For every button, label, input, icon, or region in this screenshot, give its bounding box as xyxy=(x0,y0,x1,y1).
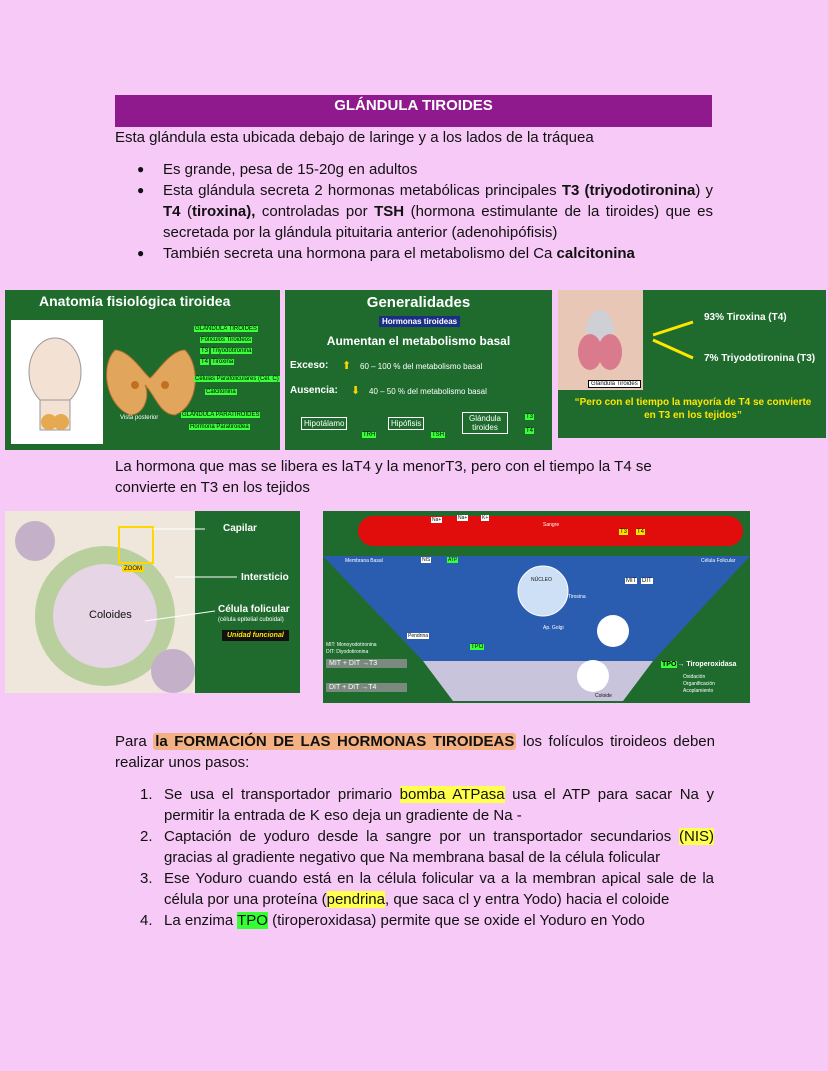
label: Glándula Tiroides xyxy=(588,380,641,388)
label: Hormona Paratiroidea xyxy=(190,424,249,430)
value: 60 – 100 % del metabolismo basal xyxy=(360,362,483,371)
label: MIT: Monoyodotironina xyxy=(326,642,377,648)
label: T4 xyxy=(201,359,209,365)
label: DIT: Diyodotironina xyxy=(326,649,369,655)
steps-list xyxy=(140,784,714,931)
label: Pendrina xyxy=(408,633,429,639)
label: TSH xyxy=(432,432,444,438)
tpo-functions: Oxidación Organificación Acoplamiento xyxy=(683,674,715,694)
list-item: ● Esta glándula secreta 2 hormonas metabólicas principales T3 (triyodotironina) y T4 (tiroxina), controladas por TSH (hormona estimulante de la tiroides) que es secretada por la glándula pituitaria anterior (adenohipófisis) xyxy=(135,180,713,243)
tpo-legend: TPO→ Tiroperoxidasa xyxy=(662,661,737,668)
t4-percent: 93% Tiroxina (T4) xyxy=(704,312,787,323)
follicle-image xyxy=(5,511,300,693)
label: MIT xyxy=(626,578,637,584)
label: Ap. Golgi xyxy=(543,625,564,631)
label: Intersticio xyxy=(241,572,289,583)
label: Exceso: xyxy=(290,360,329,371)
badge: Hormonas tiroideas xyxy=(379,316,460,327)
bullet-list xyxy=(135,159,713,264)
label: Célula Folicular xyxy=(701,558,736,564)
label: DIT xyxy=(642,578,652,584)
list-item: ● También secreta una hormona para el metabolismo del Ca calcitonina xyxy=(135,243,713,264)
ion-label: T3 xyxy=(620,529,628,535)
label: Tirosina xyxy=(568,594,586,600)
anatomy-image xyxy=(5,290,280,450)
paragraph-2: La hormona que mas se libera es laT4 y la menorT3, pero con el tiempo la T4 se convierte en T3 en los tejidos xyxy=(115,458,652,496)
label: Tiroxina xyxy=(212,359,234,365)
label: TPO xyxy=(471,644,484,650)
flow-box: Hipófisis xyxy=(388,417,424,430)
follicle-illustration xyxy=(5,511,300,693)
list-item: 4. La enzima TPO (tiroperoxidasa) permite que se oxide el Yoduro en Yodo xyxy=(140,912,645,929)
thyroid-percent-image xyxy=(558,290,826,438)
label: T3 xyxy=(526,414,534,420)
label: Capilar xyxy=(223,523,257,534)
ion-label: Na+ xyxy=(432,517,442,523)
label: Sangre xyxy=(543,522,560,528)
label: Coloides xyxy=(89,609,132,621)
label: Calcitonina xyxy=(206,389,236,395)
arrow-up-icon: ⬆ xyxy=(342,360,352,372)
ion-label: ATP xyxy=(448,557,458,563)
label: Unidad funcional xyxy=(222,630,289,641)
ion-label: T4 xyxy=(637,529,645,535)
flow-box: Glándula tiroides xyxy=(462,412,508,434)
equation: MIT + DIT →T3 xyxy=(326,659,407,668)
label: Folículos Tiroideos xyxy=(201,337,252,343)
value: 40 – 50 % del metabolismo basal xyxy=(369,387,487,396)
intro-text: Esta glándula esta ubicada debajo de laringe y a los lados de la tráquea xyxy=(115,129,594,146)
anatomy-title: Anatomía fisiológica tiroidea xyxy=(39,293,231,309)
label: GLÁNDULA PARATIROIDES xyxy=(182,412,260,418)
list-item: 2. Captación de yoduro desde la sangre por un transportador secundarios (NIS) gracias al gradiente negativo que Na membrana basal de la célula folicular xyxy=(140,828,714,866)
list-item: ● Es grande, pesa de 15-20g en adultos xyxy=(135,159,713,180)
generalidades-image xyxy=(285,290,552,450)
list-item: 3. Ese Yoduro cuando está en la célula folicular va a la membran apical sale de la célula por una proteína (pendrina, que saca cl y entra Yodo) hacia el coloide xyxy=(140,870,714,908)
zoom-label: ZOOM xyxy=(124,566,142,572)
label: Célula folicular xyxy=(218,604,290,615)
label: TRH xyxy=(363,432,376,438)
paragraph-3: Para la FORMACIÓN DE LAS HORMONAS TIROIDEAS los folículos tiroideos deben realizar unos pasos: xyxy=(115,733,715,771)
quote: “Pero con el tiempo la mayoría de T4 se convierte en T3 en los tejidos” xyxy=(574,397,812,421)
ion-label: NIS xyxy=(422,557,431,563)
label: (célula epitelial cuboidal) xyxy=(218,617,284,623)
label: GLÁNDULA TIROIDES xyxy=(195,326,257,332)
ion-label: Na+ xyxy=(458,515,468,521)
panel-title: Generalidades xyxy=(366,294,471,311)
subtitle: Aumentan el metabolismo basal xyxy=(326,334,511,348)
ion-label: K+ xyxy=(482,515,489,521)
label: Membrana Basal xyxy=(345,558,383,564)
flow-box: Hipotálamo xyxy=(301,417,347,430)
label: Células Parafoliculares (Cel. C) xyxy=(195,376,279,382)
label: Ausencia: xyxy=(290,385,338,396)
label: Triyodotironina xyxy=(212,348,252,354)
label: T3 xyxy=(201,348,209,354)
arrow-down-icon: ⬇ xyxy=(351,385,361,397)
page-title: GLÁNDULA TIROIDES xyxy=(115,95,712,127)
equation: DIT + DIT →T4 xyxy=(326,683,407,692)
label: T4 xyxy=(526,428,534,434)
caption: Vista posterior xyxy=(120,415,159,421)
list-item: 1. Se usa el transportador primario bomba ATPasa usa el ATP para sacar Na y permitir la entrada de K eso deja un gradiente de Na - xyxy=(140,786,715,824)
t3-percent: 7% Triyodotironina (T3) xyxy=(704,353,816,364)
label: NÚCLEO xyxy=(531,577,552,583)
mechanism-image xyxy=(323,511,750,703)
label: Coloide xyxy=(595,693,612,699)
